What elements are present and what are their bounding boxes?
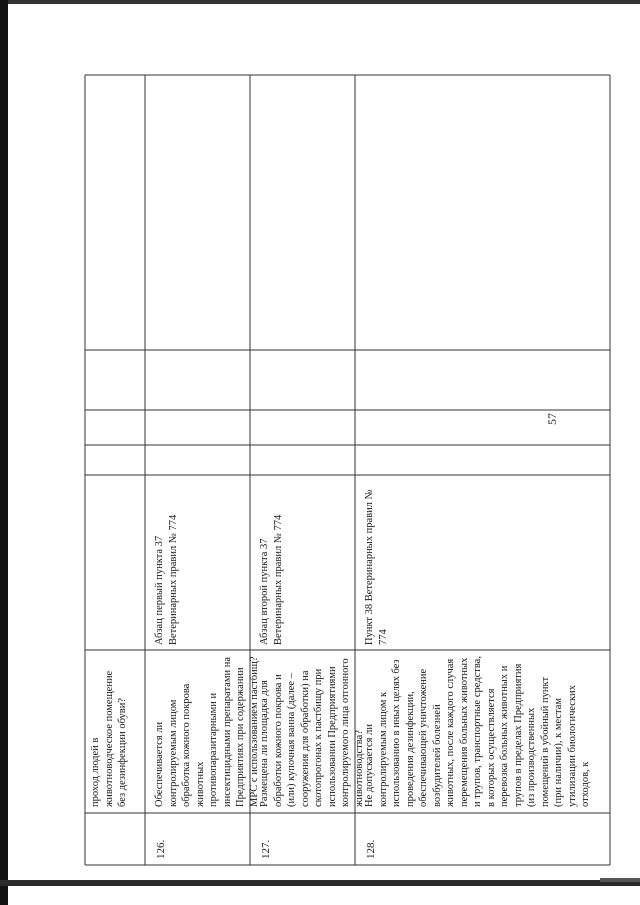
scan-top-edge (0, 0, 640, 4)
page-number: 57 (545, 413, 559, 425)
scan-bottom-edge (0, 880, 640, 886)
row-2-question: Размещена ли площадка для обработки кожного покрова и (или) купочная ванна (далее – сооружения для обработки) на скотопрогонах к пастбищу при использовании Предприятиями контролируемого лица отгонного животноводства? (259, 658, 365, 807)
row-1-number: 126. (155, 839, 167, 859)
rotated-page (85, 75, 610, 865)
row-2-number: 127. (260, 839, 272, 859)
row-0-question: проход людей в животноводческое помещение без дезинфекции обуви? (90, 670, 128, 807)
row-3-number: 128. (365, 839, 377, 859)
row-2-reference: Абзац второй пункта 37 Ветеринарных правил № 774 (259, 514, 284, 645)
row-3-reference: Пункт 38 Ветеринарных правил № 774 (364, 489, 389, 645)
scan-bottom-right-mark (600, 878, 640, 882)
scan-left-edge (0, 0, 8, 905)
row-1-question: Обеспечивается ли контролируемым лицом обработка кожного покрова животных противопаразитарными и инсектицидными препаратами на Предприятиях при содержании МРС с использованием пастбищ? (154, 656, 260, 807)
row-1-reference: Абзац первый пункта 37 Ветеринарных правил № 774 (154, 514, 179, 645)
row-3-question: Не допускается ли контролируемым лицом к использованию в иных целях без проведения дезинфекции, обеспечивающей уничтожение возбудителей болезней животных, после каждого случая перемещения больных животных и трупов, транспортные средства, в которых осуществляется перевозка больных животных и трупов в пределах Предприятия (из производственных помещений в убойный пункт (при наличии), к местам утилизации биологических отходов, к (364, 656, 591, 807)
